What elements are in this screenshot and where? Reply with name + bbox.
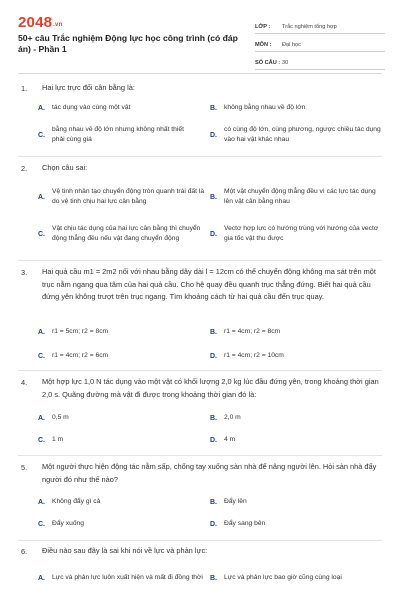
option-text: r1 = 5cm; r2 = 8cm (52, 327, 109, 335)
meta-row-count (255, 52, 385, 70)
option-d[interactable] (210, 350, 380, 362)
option-d[interactable] (210, 124, 382, 146)
option-c[interactable] (38, 350, 198, 362)
option-text: Đẩy lên (224, 497, 247, 505)
option-b[interactable] (210, 102, 380, 114)
option-text: 1 m (52, 435, 64, 443)
option-text: bằng nhau về độ lớn nhưng không nhất thiết phải cùng giá (52, 125, 184, 143)
option-d[interactable] (210, 434, 380, 446)
option-letter: B. (210, 328, 217, 336)
option-letter: B. (210, 498, 217, 506)
question-text: Hai quả cầu m1 = 2m2 nối với nhau bằng dây dài l = 12cm có thể chuyển động không ma sát trên một trục nằm ngang qua tâm của hai quả cầu. Cho hệ quay đều quanh trục thẳng đứng. Biết hai quả cầu đứng yên không trượt trên trục ngang. Tìm khoảng cách từ hai quả cầu đến trục quay. (42, 267, 376, 302)
option-letter: B. (210, 104, 217, 112)
meta-value: Trắc nghiệm tổng hợp (282, 24, 337, 30)
option-text: không bằng nhau về độ lớn (224, 103, 306, 111)
option-a[interactable] (38, 567, 203, 589)
option-letter: D. (210, 436, 217, 444)
question-divider (18, 455, 382, 456)
option-letter: D. (210, 520, 217, 528)
question-divider (18, 540, 382, 541)
option-letter: D. (210, 352, 217, 360)
option-letter: A. (38, 193, 45, 201)
option-d[interactable] (210, 518, 380, 530)
option-text: Lực và phản lực bao giờ cũng cùng loại (224, 573, 342, 581)
meta-key: SỐ CÂU : (255, 60, 281, 66)
document-header (0, 0, 400, 70)
option-text: tác dụng vào cùng một vật (52, 103, 131, 111)
option-text: Vệ tinh nhân tạo chuyển động tròn quanh trái đất là do vệ tinh chịu hai lực cân bằng (52, 187, 205, 205)
option-letter: C. (38, 520, 45, 528)
option-c[interactable] (38, 518, 198, 530)
option-a[interactable] (38, 186, 208, 208)
meta-key: MÔN : (255, 42, 272, 48)
option-letter: B. (210, 574, 217, 582)
option-text: Vectơ hợp lực có hướng trùng với hướng của vectơ gia tốc vật thu được (224, 224, 379, 242)
meta-value: Đại học (282, 42, 301, 48)
option-a[interactable] (38, 496, 198, 508)
option-c[interactable] (38, 218, 208, 250)
option-d[interactable] (210, 223, 382, 245)
option-letter: A. (38, 498, 45, 506)
option-c[interactable] (38, 124, 198, 146)
option-letter: A. (38, 574, 45, 582)
option-letter: B. (210, 193, 217, 201)
question-number: 1. (21, 84, 28, 93)
option-letter: A. (38, 328, 45, 336)
option-text: Một vật chuyển động thẳng đều vì các lực tác dụng lên vật cân bằng nhau (224, 187, 376, 205)
question-number: 2. (21, 164, 28, 173)
option-text: Không đẩy gì cả (52, 497, 101, 505)
question-number: 3. (21, 268, 28, 277)
question-text: Chọn câu sai: (42, 163, 88, 172)
option-c[interactable] (38, 434, 198, 446)
option-letter: D. (210, 230, 217, 238)
option-a[interactable] (38, 326, 198, 338)
option-a[interactable] (38, 102, 198, 114)
meta-row-subject (255, 34, 385, 52)
question-number: 4. (21, 378, 28, 387)
question-text: Một người thực hiện động tác nằm sấp, chống tay xuống sàn nhà để nâng người lên. Hỏi sàn nhà đẩy người đó như thế nào? (42, 462, 377, 484)
question-text: Điều nào sau đây là sai khi nói về lực và phản lực: (42, 546, 208, 555)
question-text: Một hợp lực 1,0 N tác dụng vào một vật có khối lượng 2,0 kg lúc đầu đứng yên, trong khoảng thời gian 2,0 s. Quãng đường mà vật đi được trong khoảng thời gian đó là: (42, 377, 379, 399)
option-text: có cùng độ lớn, cùng phương, ngược chiều tác dụng vào hai vật khác nhau (224, 125, 381, 143)
option-letter: A. (38, 414, 45, 422)
question-number: 5. (21, 463, 28, 472)
question-divider (18, 370, 382, 371)
option-a[interactable] (38, 412, 198, 424)
question-divider (18, 156, 382, 157)
option-b[interactable] (210, 496, 380, 508)
option-text: Đẩy xuống (52, 519, 84, 527)
option-text: 4 m (224, 435, 236, 443)
site-logo[interactable]: 2048.vn (18, 14, 63, 31)
option-text: r1 = 4cm; r2 = 10cm (224, 351, 284, 359)
option-letter: A. (38, 104, 45, 112)
meta-value: 30 (282, 60, 289, 66)
question-text: Hai lực trực đối cân bằng là: (42, 83, 135, 92)
option-text: Lực và phản lực luôn xuất hiện và mất đi đồng thời (52, 573, 203, 581)
option-b[interactable] (210, 186, 382, 208)
option-letter: C. (38, 436, 45, 444)
option-text: r1 = 4cm; r2 = 8cm (224, 327, 281, 335)
option-b[interactable] (210, 572, 382, 584)
option-letter: C. (38, 352, 45, 360)
meta-key: LỚP : (255, 24, 271, 30)
question-number: 6. (21, 547, 28, 556)
option-letter: C. (38, 131, 45, 139)
logo-suffix: .vn (53, 22, 63, 28)
document-title: 50+ câu Trắc nghiệm Động lực học công trình (có đáp án) - Phần 1 (18, 33, 238, 54)
question-divider (18, 260, 382, 261)
meta-row-class (255, 16, 385, 34)
option-letter: D. (210, 131, 217, 139)
option-text: 2,0 m (224, 413, 241, 421)
option-text: r1 = 4cm; r2 = 6cm (52, 351, 109, 359)
option-letter: C. (38, 230, 45, 238)
header-divider (18, 73, 382, 74)
option-letter: B. (210, 414, 217, 422)
option-b[interactable] (210, 326, 380, 338)
document-meta (255, 16, 385, 70)
option-text: Đẩy sang bên (224, 519, 266, 527)
option-b[interactable] (210, 412, 380, 424)
option-text: 0,5 m (52, 413, 69, 421)
option-text: Vật chịu tác dụng của hai lực cân bằng thì chuyển động thẳng đều nếu vật đang chuyển động (52, 224, 201, 242)
